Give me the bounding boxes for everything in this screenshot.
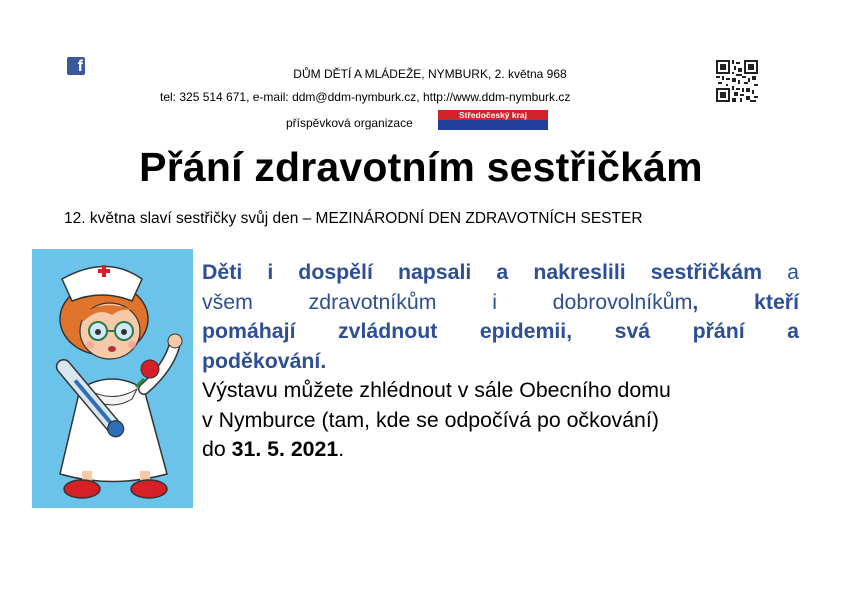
text-line-2: všem zdravotníkům i dobrovolníkům, kteří xyxy=(202,289,799,314)
text-line-1: Děti i dospělí napsali a nakreslili sestřičkám a xyxy=(202,260,800,284)
subtitle: 12. května slaví sestřičky svůj den – MEZINÁRODNÍ DEN ZDRAVOTNÍCH SESTER xyxy=(64,210,643,227)
org-type-label: příspěvková organizace xyxy=(286,116,413,130)
contact-line: tel: 325 514 671, e-mail: ddm@ddm-nymburk.cz, http://www.ddm-nymburk.cz xyxy=(160,90,571,104)
text-line-4: poděkování. xyxy=(202,348,327,373)
region-badge-stripe xyxy=(438,120,548,130)
region-logo xyxy=(438,110,548,130)
facebook-icon[interactable]: f xyxy=(67,57,85,75)
main-text xyxy=(202,258,799,465)
text-line-7: do 31. 5. 2021. xyxy=(202,437,345,461)
page-title: Přání zdravotním sestřičkám xyxy=(139,144,703,190)
text-line-6: v Nymburce (tam, kde se odpočívá po očkování) xyxy=(202,407,659,432)
text-line-3: pomáhají zvládnout epidemii, svá přání a xyxy=(202,319,799,343)
nurse-illustration xyxy=(32,249,193,508)
region-badge-label: Středočeský kraj xyxy=(438,110,548,120)
text-line-5: Výstavu můžete zhlédnout v sále Obecního domu xyxy=(202,378,671,402)
exhibition-end-date: 31. 5. 2021 xyxy=(231,437,339,461)
org-address-line: DŮM DĚTÍ A MLÁDEŽE, NYMBURK, 2. května 968 xyxy=(293,67,567,81)
